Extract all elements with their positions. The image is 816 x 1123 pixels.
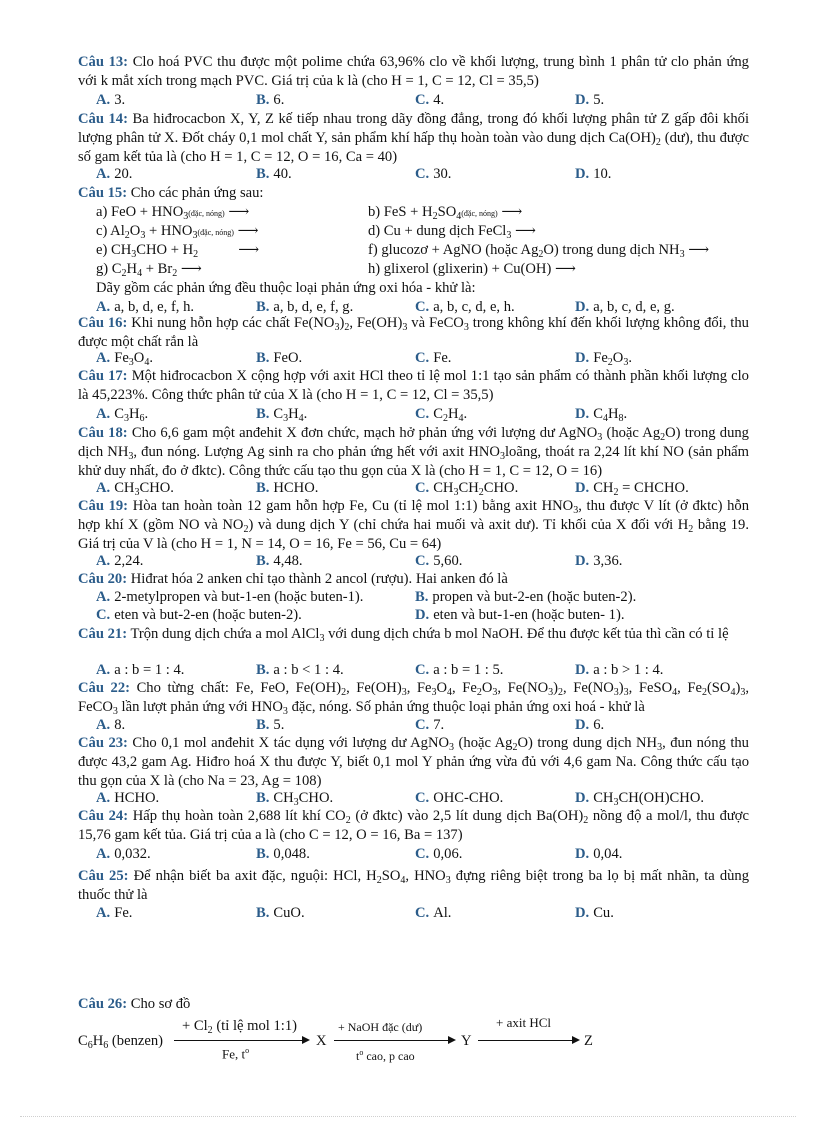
answer-option[interactable]: A. HCHO. [96,790,160,806]
answer-option[interactable]: D. 3,36. [575,553,623,569]
question-13 [78,53,749,91]
option-letter: A. [96,717,111,733]
reaction-line: h) glixerol (glixerin) + Cu(OH) ⟶ [368,261,576,277]
option-letter: A. [96,846,111,862]
options-14 [78,165,758,184]
option-letter: D. [575,846,590,862]
reaction-line: Dãy gồm các phản ứng đều thuộc loại phản ứng oxi hóa - khử là: [96,280,476,296]
question-14: Câu 14: Ba hiđrocacbon X, Y, Z kế tiếp nhau trong dãy đồng đẳng, trong đó khối lượng phân tử Z gấp đôi khối lượng phân tử X. Đốt cháy 0,1 mol chất Y, sản phẩm khí hấp thụ hoàn toàn vào dung dịch $Ca(OH)_2$ (dư), thu được số gam kết tủa là (cho H = 1, C = 12, O = 16, Ca = 40) [78,111,749,165]
option-letter: A. [96,350,111,366]
step1-condition: Fe, $t^o$ [222,1046,250,1062]
arrow-3 [478,1040,574,1041]
answer-option[interactable]: D. $Fe_2O_3$. [575,350,632,368]
answer-option[interactable]: D. a : b > 1 : 4. [575,662,664,678]
answer-option[interactable]: B. 0,048. [256,846,310,862]
options-19 [78,552,758,571]
option-letter: B. [256,92,270,108]
question-21: Câu 21: Trộn dung dịch chứa a mol AlCl$_3$ với dung dịch chứa b mol NaOH. Để thu được kết tủa thì cần có tỉ lệ [78,626,729,644]
question-26: Câu 26: Cho sơ đồ [78,996,191,1012]
options-22 [78,716,758,735]
answer-option[interactable]: B. HCHO. [256,480,319,496]
answer-option[interactable]: A. 3. [96,92,126,108]
answer-option[interactable]: C. eten và but-2-en (hoặc buten-2). [96,607,302,623]
question-23: Câu 23: Cho 0,1 mol anđehit X tác dụng với lượng dư AgNO$_3$ (hoặc $Ag_2O$) trong dung dịch $NH_3$, đun nóng thu được 43,2 gam Ag. Hiđro hoá X thu được Y, biết 0,1 mol Y phản ứng vừa đủ với 4,6 gam Na. Công thức cấu tạo thu gọn của X là (cho Na = 23, Ag = 108) [78,735,749,789]
arrow-1 [174,1040,304,1041]
option-letter: D. [575,480,590,496]
arrow-1-head [302,1036,310,1044]
question-number: Câu 13: [78,54,129,70]
option-letter: A. [96,662,111,678]
answer-option[interactable]: B. 4,48. [256,553,303,569]
answer-option[interactable]: D. 5. [575,92,605,108]
option-letter: C. [415,406,430,422]
answer-option[interactable]: C. 30. [415,166,452,182]
options-20-row2 [78,606,758,625]
options-25 [78,904,758,923]
option-letter: D. [575,406,590,422]
reaction-line: a) FeO + $HNO_3(đặc$, nóng) ⟶ [96,204,250,222]
question-20: Câu 20: Hiđrat hóa 2 anken chỉ tạo thành 2 ancol (rượu). Hai anken đó là [78,571,508,587]
option-letter: D. [575,790,590,806]
option-letter: A. [96,553,111,569]
option-letter: A. [96,166,111,182]
option-letter: A. [96,480,111,496]
option-letter: B. [256,299,270,315]
question-25: Câu 25: Để nhận biết ba axit đặc, nguội: HCl, $H_2SO_4$, $HNO_3$ đựng riêng biệt trong ba lọ bị mất nhãn, ta dùng thuốc thử là [78,868,750,903]
answer-option[interactable]: B. propen và but-2-en (hoặc buten-2). [415,589,637,605]
answer-option[interactable]: C. a, b, c, d, e, h. [415,299,515,315]
answer-option[interactable]: B. FeO. [256,350,303,366]
answer-option[interactable]: D. $C_4H_8$. [575,406,628,424]
option-letter: A. [96,92,111,108]
step2-reagent: + NaOH đặc (dư) [338,1020,423,1034]
reaction-line: b) FeS + $H_2SO_4(đặc$, nóng) ⟶ [368,204,523,222]
option-letter: B. [256,406,270,422]
answer-option[interactable]: B. 6. [256,92,285,108]
options-13 [78,91,758,110]
answer-option[interactable]: A. $CH_3CHO$. [96,480,174,498]
question-24: Câu 24: Hấp thụ hoàn toàn 2,688 lít khí $CO_2$ (ở đktc) vào 2,5 lít dung dịch $Ba(OH)_2$ nồng độ a mol/l, thu được 15,76 gam kết tủa. Giá trị của a là (cho C = 12, O = 16, Ba = 137) [78,808,749,843]
option-letter: D. [575,166,590,182]
answer-option[interactable]: D. 0,04. [575,846,623,862]
options-21 [78,661,758,680]
option-letter: D. [575,299,590,315]
answer-option[interactable]: A. Fe. [96,905,133,921]
option-letter: A. [96,299,111,315]
option-letter: D. [575,553,590,569]
answer-option[interactable]: B. CuO. [256,905,305,921]
option-letter: C. [415,662,430,678]
option-letter: D. [575,350,590,366]
compound-x: X [316,1033,327,1049]
question-17: Câu 17: Một hiđrocacbon X cộng hợp với axit HCl theo tỉ lệ mol 1:1 tạo sản phẩm có thành phần khối lượng clo là 45,223%. Công thức phân tử của X là (cho H = 1, C = 12, Cl = 35,5) [78,368,749,403]
answer-option[interactable]: A. $C_3H_6$. [96,406,149,424]
reaction-line: g) $C_2H_4 + Br_2$ ⟶ [96,261,202,279]
option-letter: A. [96,905,111,921]
option-letter: A. [96,406,111,422]
answer-option[interactable]: A. 20. [96,166,133,182]
option-letter: B. [256,553,270,569]
answer-option[interactable]: B. a, b, d, e, f, g. [256,299,354,315]
options-17 [78,405,758,424]
answer-option[interactable]: C. 7. [415,717,445,733]
question-18: Câu 18: Cho 6,6 gam một anđehit X đơn chức, mạch hở phản ứng với lượng dư AgNO$_3$ (hoặc $Ag_2O$) trong dung dịch $NH_3$, đun nóng. Lượng Ag sinh ra cho phản ứng hết với axit $HNO_3loãng$, thoát ra 2,24 lít khí NO (sản phẩm khử duy nhất, đo ở đktc). Công thức cấu tạo thu gọn của X là (cho H = 1, C = 12, O = 16) [78,425,750,479]
answer-option[interactable]: C. Al. [415,905,452,921]
answer-option[interactable]: A. a, b, d, e, f, h. [96,299,195,315]
option-letter: C. [96,607,111,623]
option-letter: B. [256,790,270,806]
answer-option[interactable]: A. $Fe_3O_4$. [96,350,153,368]
option-letter: C. [415,790,430,806]
option-letter: D. [575,662,590,678]
answer-option[interactable]: C. Fe. [415,350,452,366]
arrow-2 [334,1040,450,1041]
option-letter: C. [415,717,430,733]
reaction-line: e) $CH_3CHO + H_2$ ⟶ [96,242,260,260]
answer-option[interactable]: D. $CH_3CH(OH)CHO$. [575,790,705,808]
question-19: Câu 19: Hòa tan hoàn toàn 12 gam hỗn hợp Fe, Cu (tỉ lệ mol 1:1) bằng axit $HNO_3$, thu được V lít (ở đktc) hỗn hợp khí X (gồm NO và $NO_2$) và dung dịch Y (chỉ chứa hai muối và axit dư). Tỉ khối của X đối với $H_2$ bằng 19. Giá trị của V là (cho H = 1, N = 14, O = 16, Fe = 56, Cu = 64) [78,498,749,552]
answer-option[interactable]: C. 4. [415,92,445,108]
answer-option[interactable]: A. 0,032. [96,846,151,862]
answer-option[interactable]: A. 2-metylpropen và but-1-en (hoặc buten-1). [96,589,364,605]
answer-option[interactable]: A. a : b = 1 : 4. [96,662,185,678]
answer-option[interactable]: B. 5. [256,717,285,733]
arrow-2-head [448,1036,456,1044]
option-letter: A. [96,589,111,605]
option-letter: D. [575,905,590,921]
page-divider [20,1116,796,1117]
option-letter: C. [415,553,430,569]
options-18 [78,479,758,498]
option-letter: B. [256,846,270,862]
scheme-start: $C_6H_6$ (benzen) [78,1033,163,1051]
option-letter: B. [256,905,270,921]
options-20-row1 [78,588,758,607]
question-16: Câu 16: Khi nung hỗn hợp các chất $Fe(NO_3)_2$, $Fe(OH)_3$ và FeCO$_3$ trong không khí đến khối lượng không đổi, thu được một chất rắn là [78,315,749,350]
options-16 [78,349,758,368]
answer-option[interactable]: B. $CH_3CHO$. [256,790,334,808]
option-letter: D. [415,607,430,623]
answer-option[interactable]: C. $CH_3CH_2CHO$. [415,480,519,498]
option-letter: B. [256,662,270,678]
arrow-3-head [572,1036,580,1044]
option-letter: B. [415,589,429,605]
answer-option[interactable]: C. a : b = 1 : 5. [415,662,504,678]
question-text: Clo hoá PVC thu được một polime chứa 63,96% clo về khối lượng, trung bình 1 phân tử clo phản ứng với k mắt xích trong mạch PVC. Giá trị của k là (cho H = 1, C = 12, Cl = 35,5) [78,54,749,89]
answer-option[interactable]: D. eten và but-1-en (hoặc buten- 1). [415,607,625,623]
option-letter: C. [415,905,430,921]
answer-option[interactable]: A. 8. [96,717,126,733]
answer-option[interactable]: B. 40. [256,166,292,182]
answer-option[interactable]: A. 2,24. [96,553,144,569]
option-letter: D. [575,717,590,733]
options-23 [78,789,758,808]
question-22: Câu 22: Cho từng chất: Fe, FeO, $Fe(OH)_2$, $Fe(OH)_3$, $Fe_3O_4$, $Fe_2O_3$, $Fe(NO_3)_2$, $Fe(NO_3)_3$, FeSO$_4$, $Fe_2(SO_4)_3$, FeCO$_3$ lần lượt phản ứng với $HNO_3$ đặc, nóng. Số phản ứng thuộc loại phản ứng oxi hoá - khử là [78,680,749,717]
compound-z: Z [584,1033,593,1049]
answer-option[interactable]: D. 6. [575,717,605,733]
options-24 [78,845,758,864]
option-letter: B. [256,717,270,733]
answer-option[interactable]: C. 0,06. [415,846,463,862]
option-letter: B. [256,480,270,496]
step2-condition: $t^o$ cao, p cao [356,1048,415,1063]
step3-reagent: + axit HCl [496,1015,551,1030]
answer-option[interactable]: B. $C_3H_4$. [256,406,308,424]
answer-option[interactable]: D. 10. [575,166,612,182]
option-letter: A. [96,790,111,806]
question-15: Câu 15: Cho các phản ứng sau: [78,185,264,201]
reaction-line: d) Cu + dung dịch FeCl$_3$ ⟶ [368,223,536,241]
option-letter: C. [415,480,430,496]
answer-option[interactable]: C. $C_2H_4$. [415,406,468,424]
option-letter: C. [415,92,430,108]
answer-option[interactable]: C. OHC-CHO. [415,790,504,806]
reaction-line: f) glucozơ + AgNO (hoặc $Ag_2O$) trong dung dịch $NH_3$ ⟶ [368,242,710,260]
step1-reagent: + $Cl_2$ (tỉ lệ mol 1:1) [182,1018,297,1036]
option-letter: D. [575,92,590,108]
answer-option[interactable]: D. a, b, c, d, e, g. [575,299,675,315]
option-letter: B. [256,166,270,182]
answer-option[interactable]: B. a : b < 1 : 4. [256,662,344,678]
option-letter: C. [415,846,430,862]
answer-option[interactable]: C. 5,60. [415,553,463,569]
option-letter: C. [415,350,430,366]
option-letter: B. [256,350,270,366]
answer-option[interactable]: D. Cu. [575,905,614,921]
option-letter: C. [415,299,430,315]
compound-y: Y [461,1033,472,1049]
answer-option[interactable]: D. $CH_2$ = CHCHO. [575,480,689,498]
option-letter: C. [415,166,430,182]
reaction-line: c) $Al_2O_3$ + $HNO_3(đặc$, nóng) ⟶ [96,223,259,241]
